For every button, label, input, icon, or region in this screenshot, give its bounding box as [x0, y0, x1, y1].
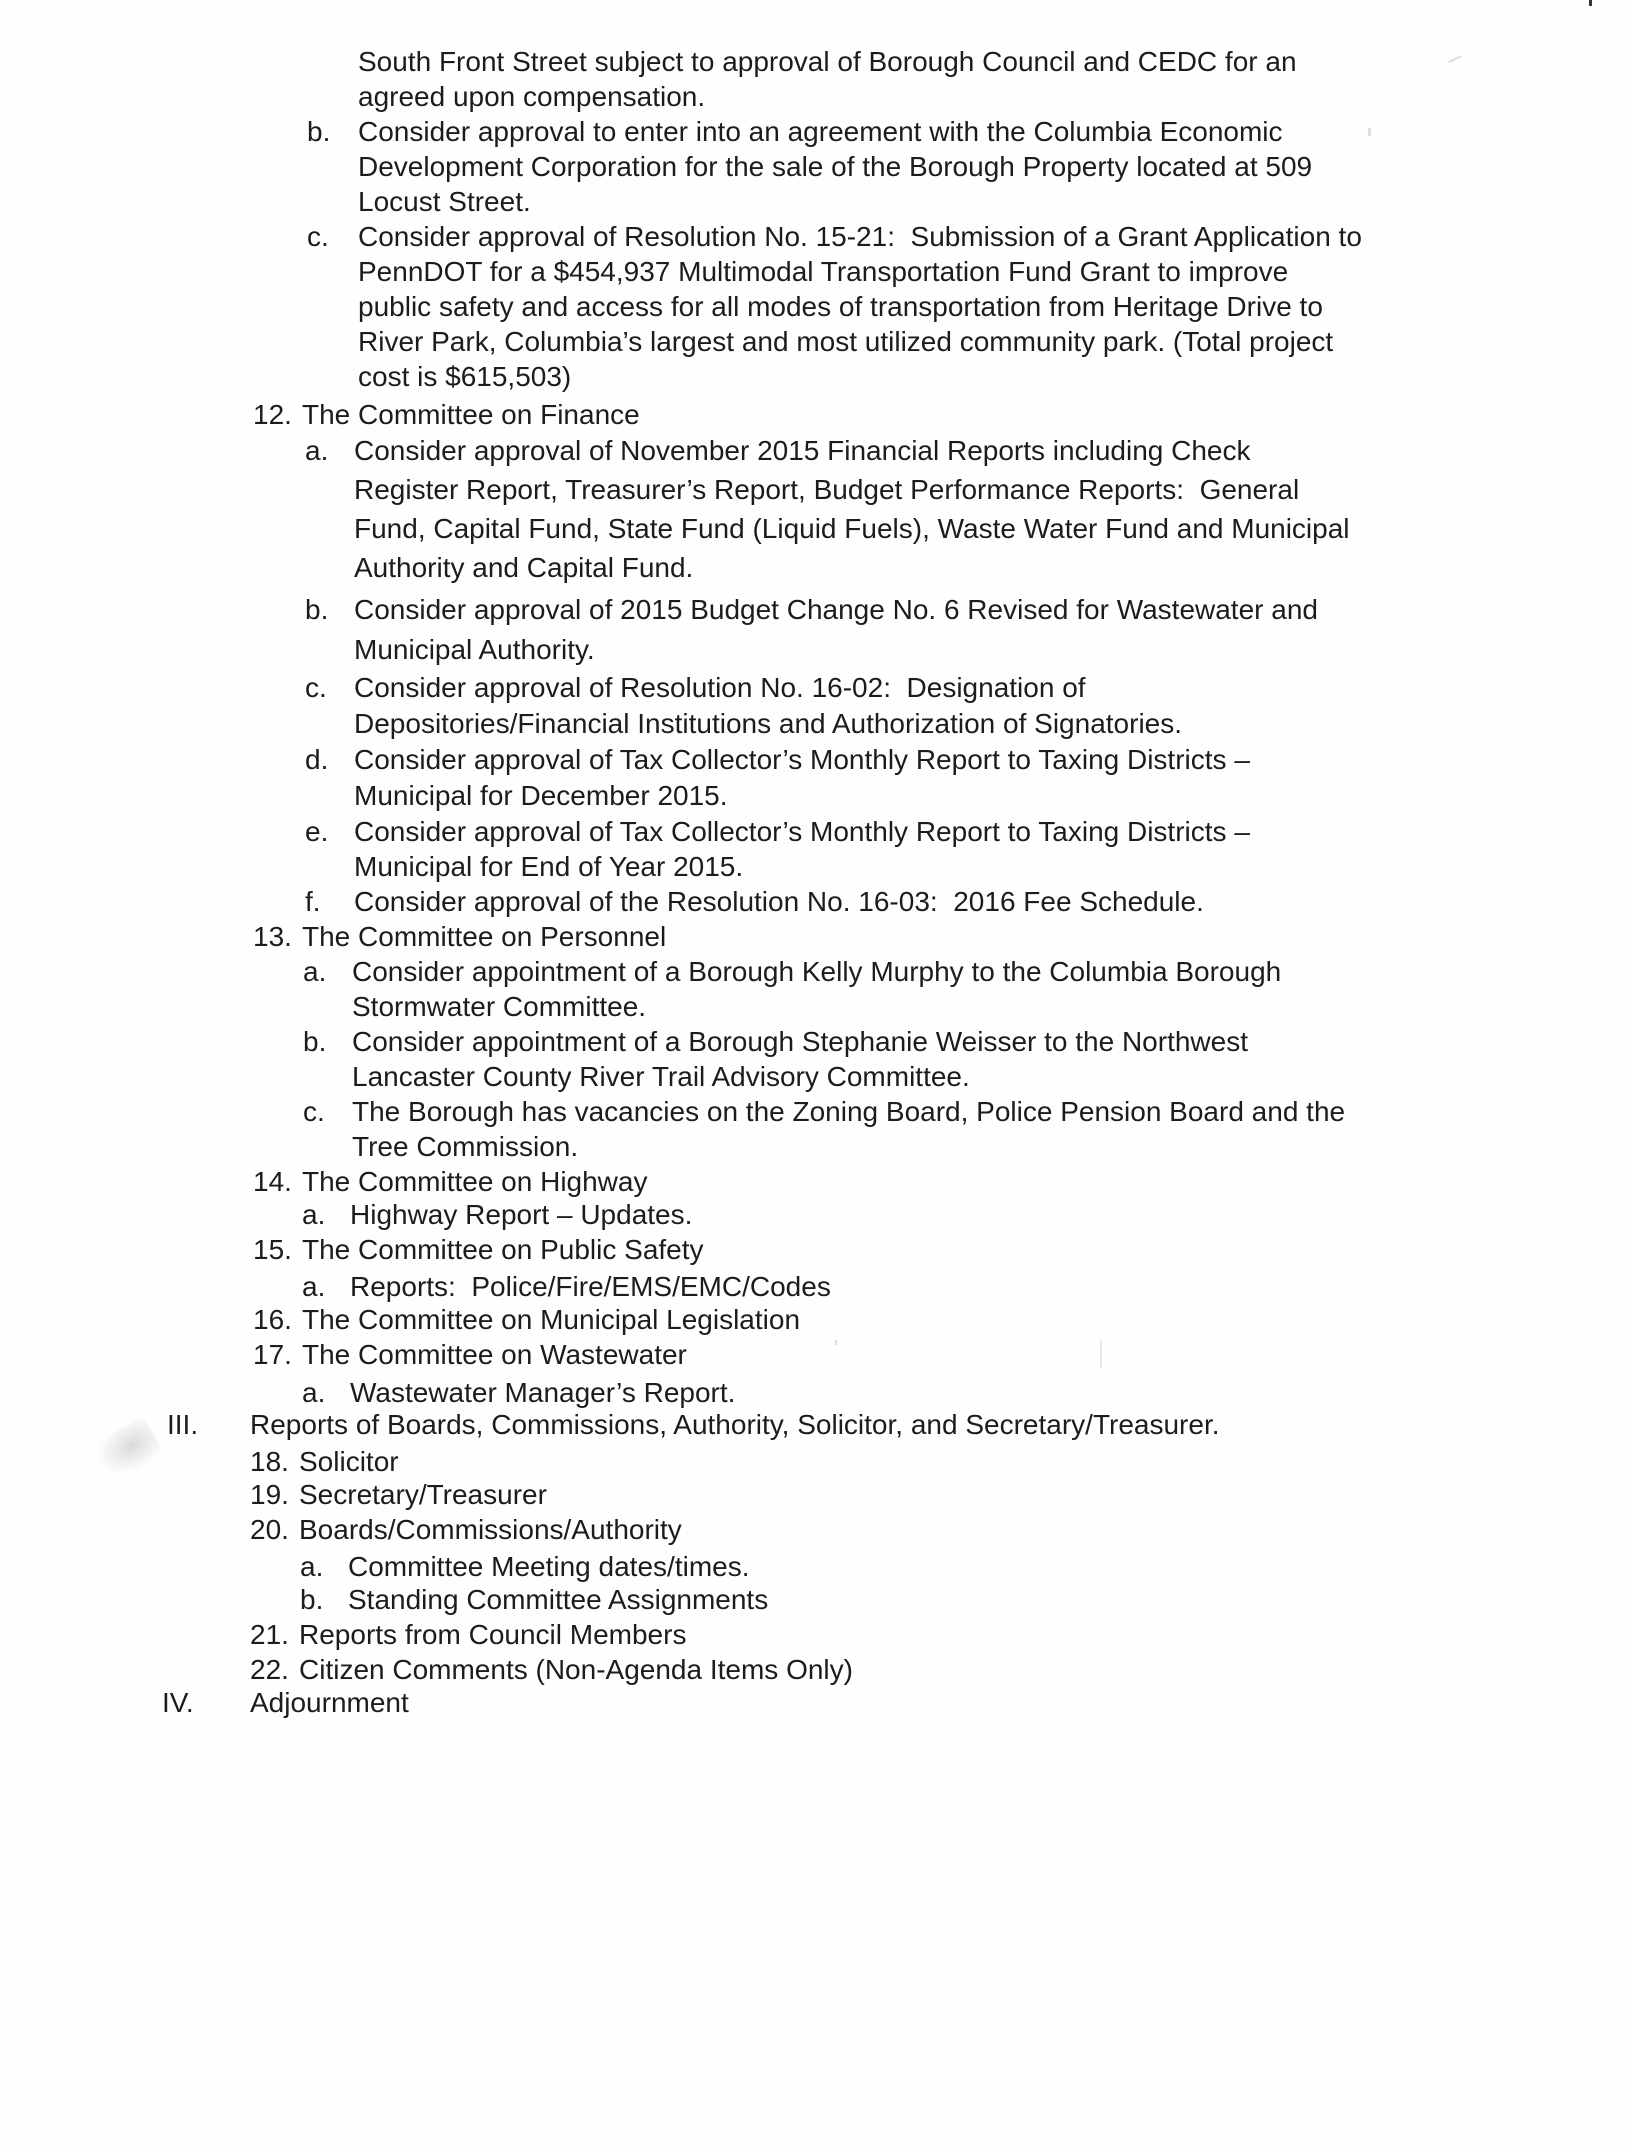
finance-item-f-line: Consider approval of the Resolution No. 16-03: 2016 Fee Schedule.: [354, 886, 1204, 917]
section-iv-numeral: IV.: [162, 1687, 194, 1718]
scan-speck: [1368, 128, 1371, 136]
wastewater-item-a-line: Wastewater Manager’s Report.: [350, 1377, 736, 1408]
personnel-item-a-line: Consider appointment of a Borough Kelly Murphy to the Columbia Borough: [352, 956, 1282, 987]
highway-item-a-line: Highway Report – Updates.: [350, 1199, 693, 1230]
boards-number: 20.: [250, 1514, 289, 1545]
finance-item-d-marker: d.: [305, 744, 329, 775]
finance-item-a-line: Authority and Capital Fund.: [354, 552, 694, 583]
item-11b-marker: b.: [307, 116, 331, 147]
finance-item-e-line: Municipal for End of Year 2015.: [354, 851, 744, 882]
finance-item-a-line: Register Report, Treasurer’s Report, Budget Performance Reports: General: [354, 474, 1300, 505]
council-reports-label: Reports from Council Members: [299, 1619, 687, 1650]
personnel-item-c-line: The Borough has vacancies on the Zoning Board, Police Pension Board and the: [352, 1096, 1346, 1127]
highway-item-a-marker: a.: [302, 1199, 326, 1230]
wastewater-item-a-marker: a.: [302, 1377, 326, 1408]
personnel-item-c-marker: c.: [303, 1096, 325, 1127]
item-11b-line: Development Corporation for the sale of the Borough Property located at 509: [358, 151, 1313, 182]
highway-heading: The Committee on Highway: [302, 1166, 648, 1197]
finance-heading: The Committee on Finance: [302, 399, 640, 430]
public-safety-number: 15.: [253, 1234, 292, 1265]
solicitor-number: 18.: [250, 1446, 289, 1477]
finance-item-b-line: Municipal Authority.: [354, 634, 595, 665]
finance-number: 12.: [253, 399, 292, 430]
personnel-item-a-line: Stormwater Committee.: [352, 991, 647, 1022]
scan-speck: [1448, 55, 1462, 63]
item-11c-line: River Park, Columbia’s largest and most utilized community park. (Total project: [358, 326, 1334, 357]
finance-item-e-marker: e.: [305, 816, 329, 847]
finance-item-d-line: Consider approval of Tax Collector’s Monthly Report to Taxing Districts –: [354, 744, 1250, 775]
citizen-comments-label: Citizen Comments (Non-Agenda Items Only): [299, 1654, 853, 1685]
boards-sub-a-marker: a.: [300, 1551, 324, 1582]
item-11b-line: Consider approval to enter into an agreement with the Columbia Economic: [358, 116, 1283, 147]
highway-number: 14.: [253, 1166, 292, 1197]
finance-item-c-marker: c.: [305, 672, 327, 703]
wastewater-number: 17.: [253, 1339, 292, 1370]
item-11a-continuation-line: agreed upon compensation.: [358, 81, 706, 112]
item-11c-line: cost is $615,503): [358, 361, 572, 392]
public-safety-item-a-line: Reports: Police/Fire/EMS/EMC/Codes: [350, 1271, 831, 1302]
personnel-item-b-marker: b.: [303, 1026, 327, 1057]
public-safety-heading: The Committee on Public Safety: [302, 1234, 704, 1265]
item-11c-line: Consider approval of Resolution No. 15-21: Submission of a Grant Application to: [358, 221, 1362, 252]
personnel-item-b-line: Consider appointment of a Borough Stephanie Weisser to the Northwest: [352, 1026, 1248, 1057]
item-11c-line: PennDOT for a $454,937 Multimodal Transportation Fund Grant to improve: [358, 256, 1289, 287]
section-iii-heading: Reports of Boards, Commissions, Authority, Solicitor, and Secretary/Treasurer.: [250, 1409, 1220, 1440]
finance-item-a-marker: a.: [305, 435, 329, 466]
secretary-number: 19.: [250, 1479, 289, 1510]
legislation-heading: The Committee on Municipal Legislation: [302, 1304, 801, 1335]
finance-item-a-line: Consider approval of November 2015 Financial Reports including Check: [354, 435, 1251, 466]
council-reports-number: 21.: [250, 1619, 289, 1650]
personnel-item-a-marker: a.: [303, 956, 327, 987]
personnel-number: 13.: [253, 921, 292, 952]
finance-item-b-line: Consider approval of 2015 Budget Change No. 6 Revised for Wastewater and: [354, 594, 1318, 625]
finance-item-e-line: Consider approval of Tax Collector’s Monthly Report to Taxing Districts –: [354, 816, 1250, 847]
finance-item-b-marker: b.: [305, 594, 329, 625]
personnel-heading: The Committee on Personnel: [302, 921, 667, 952]
item-11c-line: public safety and access for all modes of transportation from Heritage Drive to: [358, 291, 1323, 322]
boards-label: Boards/Commissions/Authority: [299, 1514, 682, 1545]
section-iv-heading: Adjournment: [250, 1687, 409, 1718]
scan-speck: [835, 1340, 837, 1345]
boards-sub-b-label: Standing Committee Assignments: [348, 1584, 769, 1615]
item-11c-marker: c.: [307, 221, 329, 252]
citizen-comments-number: 22.: [250, 1654, 289, 1685]
item-11b-line: Locust Street.: [358, 186, 531, 217]
scan-smudge: [91, 1416, 165, 1484]
scan-speck: [1100, 1340, 1102, 1368]
secretary-label: Secretary/Treasurer: [299, 1479, 547, 1510]
finance-item-c-line: Consider approval of Resolution No. 16-02: Designation of: [354, 672, 1086, 703]
public-safety-item-a-marker: a.: [302, 1271, 326, 1302]
legislation-number: 16.: [253, 1304, 292, 1335]
scan-corner-mark: [1589, 0, 1592, 6]
finance-item-f-marker: f.: [305, 886, 321, 917]
personnel-item-b-line: Lancaster County River Trail Advisory Committee.: [352, 1061, 970, 1092]
boards-sub-a-label: Committee Meeting dates/times.: [348, 1551, 750, 1582]
item-11a-continuation-line: South Front Street subject to approval of Borough Council and CEDC for an: [358, 46, 1297, 77]
finance-item-a-line: Fund, Capital Fund, State Fund (Liquid Fuels), Waste Water Fund and Municipal: [354, 513, 1350, 544]
section-iii-numeral: III.: [167, 1409, 199, 1440]
boards-sub-b-marker: b.: [300, 1584, 324, 1615]
wastewater-heading: The Committee on Wastewater: [302, 1339, 687, 1370]
personnel-item-c-line: Tree Commission.: [352, 1131, 579, 1162]
finance-item-c-line: Depositories/Financial Institutions and Authorization of Signatories.: [354, 708, 1183, 739]
solicitor-label: Solicitor: [299, 1446, 399, 1477]
finance-item-d-line: Municipal for December 2015.: [354, 780, 728, 811]
